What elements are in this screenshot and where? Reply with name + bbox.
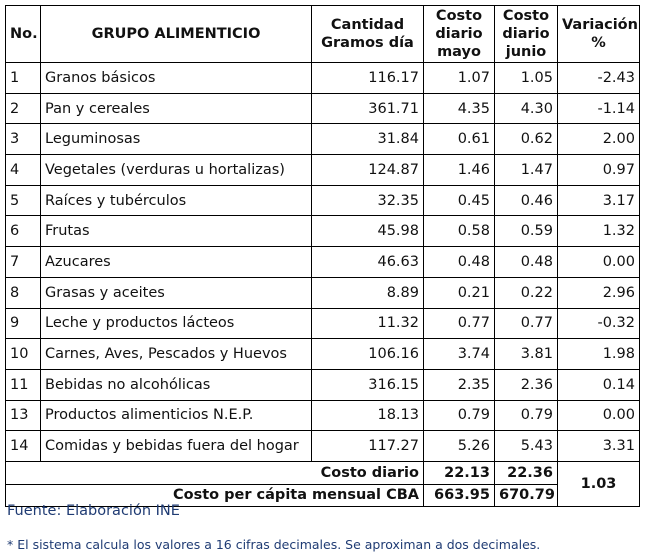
variation: 1.32 — [558, 216, 640, 247]
table-row — [6, 339, 640, 370]
cost-june: 0.59 — [495, 216, 558, 247]
row-number: 8 — [6, 277, 41, 308]
quantity: 316.15 — [312, 369, 424, 400]
row-number: 14 — [6, 431, 41, 462]
cost-may: 2.35 — [424, 369, 495, 400]
variation: -2.43 — [558, 63, 640, 94]
cost-june: 0.77 — [495, 308, 558, 339]
cost-may: 1.46 — [424, 155, 495, 186]
quantity: 31.84 — [312, 124, 424, 155]
row-number: 10 — [6, 339, 41, 370]
table-row — [6, 63, 640, 94]
table-row — [6, 185, 640, 216]
daily-cost-row — [6, 461, 640, 484]
row-number: 4 — [6, 155, 41, 186]
cost-may: 5.26 — [424, 431, 495, 462]
cost-june: 5.43 — [495, 431, 558, 462]
table-row — [6, 155, 640, 186]
food-group: Frutas — [41, 216, 312, 247]
table-row — [6, 400, 640, 431]
food-group: Carnes, Aves, Pescados y Huevos — [41, 339, 312, 370]
variation: 0.00 — [558, 247, 640, 278]
cost-may: 0.58 — [424, 216, 495, 247]
cost-june: 3.81 — [495, 339, 558, 370]
source-note: Fuente: Elaboración INE — [7, 503, 180, 519]
cost-june: 4.30 — [495, 93, 558, 124]
variation: 1.98 — [558, 339, 640, 370]
food-group: Vegetales (verduras u hortalizas) — [41, 155, 312, 186]
variation: 0.14 — [558, 369, 640, 400]
food-group: Azucares — [41, 247, 312, 278]
cost-may: 0.48 — [424, 247, 495, 278]
variation: 2.96 — [558, 277, 640, 308]
food-group: Bebidas no alcohólicas — [41, 369, 312, 400]
cost-may: 0.61 — [424, 124, 495, 155]
food-group: Granos básicos — [41, 63, 312, 94]
header-variation: Variación % — [558, 6, 640, 63]
cost-may: 4.35 — [424, 93, 495, 124]
cost-june: 0.22 — [495, 277, 558, 308]
cost-june: 1.05 — [495, 63, 558, 94]
row-number: 13 — [6, 400, 41, 431]
daily-cost-may: 22.13 — [424, 461, 495, 484]
row-number: 7 — [6, 247, 41, 278]
quantity: 116.17 — [312, 63, 424, 94]
total-variation: 1.03 — [558, 461, 640, 506]
table-row — [6, 247, 640, 278]
footnote: * El sistema calcula los valores a 16 cifras decimales. Se aproximan a dos decimales. — [7, 537, 541, 552]
food-group: Raíces y tubérculos — [41, 185, 312, 216]
variation: 0.97 — [558, 155, 640, 186]
food-group: Leguminosas — [41, 124, 312, 155]
cost-may: 0.79 — [424, 400, 495, 431]
header-quantity: Cantidad Gramos día — [312, 6, 424, 63]
variation: 2.00 — [558, 124, 640, 155]
cost-june: 2.36 — [495, 369, 558, 400]
quantity: 46.63 — [312, 247, 424, 278]
row-number: 5 — [6, 185, 41, 216]
table-row — [6, 431, 640, 462]
food-group: Productos alimenticios N.E.P. — [41, 400, 312, 431]
monthly-cost-may: 663.95 — [424, 484, 495, 506]
row-number: 9 — [6, 308, 41, 339]
variation: 0.00 — [558, 400, 640, 431]
table-row — [6, 308, 640, 339]
variation: -1.14 — [558, 93, 640, 124]
food-group: Comidas y bebidas fuera del hogar — [41, 431, 312, 462]
quantity: 32.35 — [312, 185, 424, 216]
variation: 3.17 — [558, 185, 640, 216]
quantity: 117.27 — [312, 431, 424, 462]
quantity: 106.16 — [312, 339, 424, 370]
table-row — [6, 93, 640, 124]
food-group: Leche y productos lácteos — [41, 308, 312, 339]
cost-june: 0.79 — [495, 400, 558, 431]
quantity: 18.13 — [312, 400, 424, 431]
header-cost-may: Costo diario mayo — [424, 6, 495, 63]
cost-may: 0.45 — [424, 185, 495, 216]
table-body — [6, 63, 640, 507]
quantity: 45.98 — [312, 216, 424, 247]
food-cost-table — [5, 5, 640, 507]
variation: -0.32 — [558, 308, 640, 339]
quantity: 124.87 — [312, 155, 424, 186]
header-no: No. — [6, 6, 41, 63]
row-number: 1 — [6, 63, 41, 94]
monthly-cost-june: 670.79 — [495, 484, 558, 506]
header-group: GRUPO ALIMENTICIO — [41, 6, 312, 63]
row-number: 3 — [6, 124, 41, 155]
cost-may: 1.07 — [424, 63, 495, 94]
food-group: Pan y cereales — [41, 93, 312, 124]
cost-june: 0.48 — [495, 247, 558, 278]
header-row — [6, 6, 640, 63]
quantity: 11.32 — [312, 308, 424, 339]
quantity: 8.89 — [312, 277, 424, 308]
header-cost-june: Costo diario junio — [495, 6, 558, 63]
table-row — [6, 369, 640, 400]
variation: 3.31 — [558, 431, 640, 462]
table-row — [6, 216, 640, 247]
cost-june: 1.47 — [495, 155, 558, 186]
cost-may: 0.77 — [424, 308, 495, 339]
cost-june: 0.62 — [495, 124, 558, 155]
row-number: 2 — [6, 93, 41, 124]
cost-june: 0.46 — [495, 185, 558, 216]
quantity: 361.71 — [312, 93, 424, 124]
monthly-cost-label: Costo per cápita mensual CBA — [6, 484, 424, 506]
row-number: 6 — [6, 216, 41, 247]
table-row — [6, 124, 640, 155]
daily-cost-label: Costo diario — [6, 461, 424, 484]
table-row — [6, 277, 640, 308]
cost-may: 3.74 — [424, 339, 495, 370]
daily-cost-june: 22.36 — [495, 461, 558, 484]
cost-may: 0.21 — [424, 277, 495, 308]
row-number: 11 — [6, 369, 41, 400]
food-group: Grasas y aceites — [41, 277, 312, 308]
